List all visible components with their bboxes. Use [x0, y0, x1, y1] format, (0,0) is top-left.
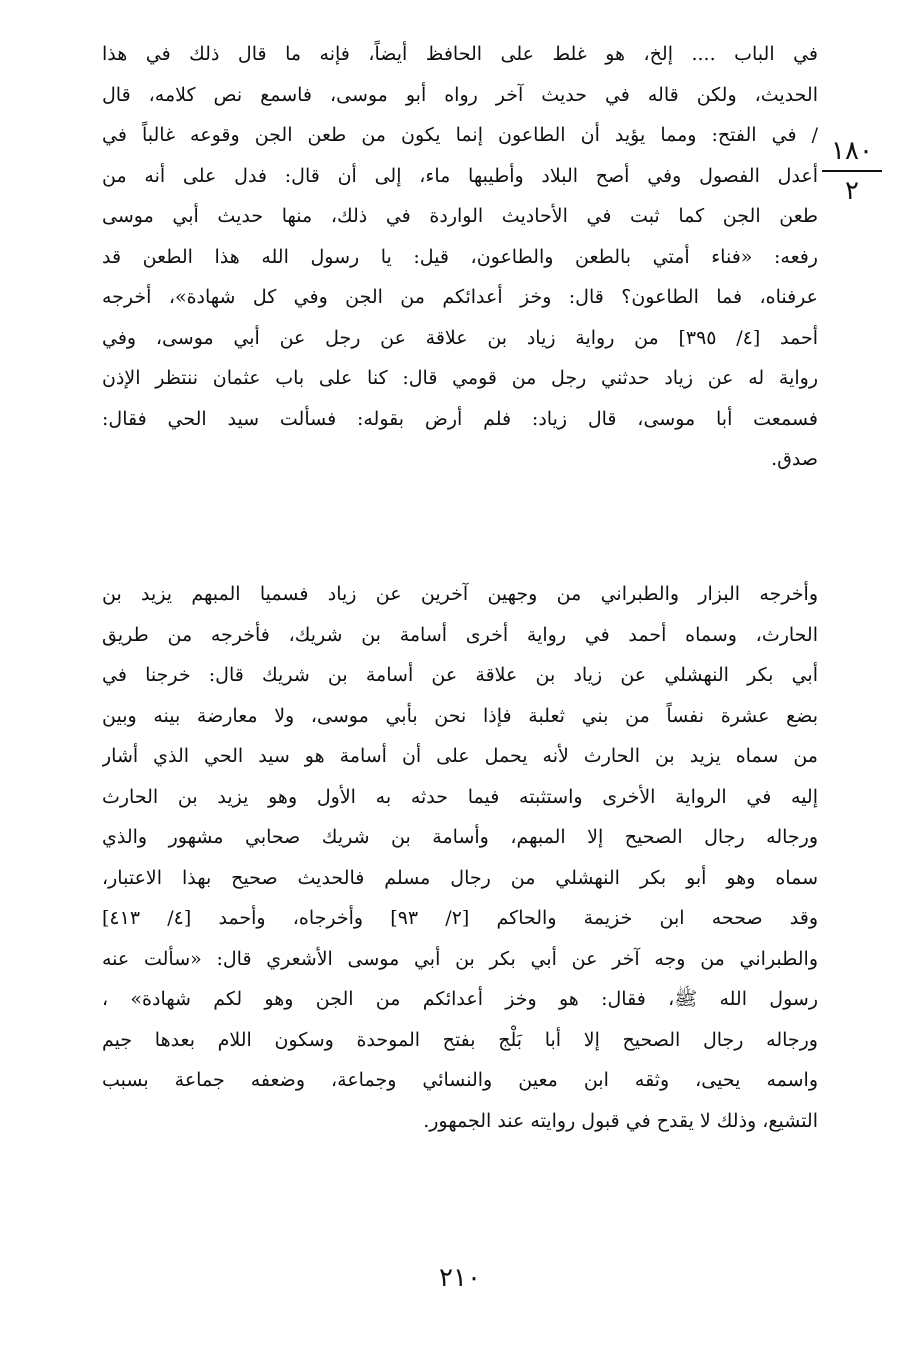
text-line: الحارث، وسماه أحمد في رواية أخرى أسامة بن شريك، فأخرجه من طريق [102, 623, 818, 646]
text-line: أبي بكر النهشلي عن زياد بن علاقة عن أسامة بن شريك قال: خرجنا في [102, 664, 818, 686]
text-line: أحمد [٤/ ٣٩٥] من رواية زياد بن علاقة عن رجل عن أبي موسى، وفي [102, 326, 818, 349]
text-line: وقد صححه ابن خزيمة والحاكم [٢/ ٩٣] وأخرجاه، وأحمد [٤/ ٤١٣] [102, 907, 818, 929]
text-line: رواية له عن زياد حدثني رجل من قومي قال: كنا على باب عثمان ننتظر الإذن [102, 367, 818, 389]
text-line: رفعه: «فناء أمتي بالطعن والطاعون، قيل: يا رسول الله هذا الطعن قد [102, 245, 818, 268]
text-line: بضع عشرة نفساً من بني ثعلبة فإذا نحن بأبي موسى، ولا معارضة بينه وبين [102, 704, 818, 727]
text-line: ورجاله رجال الصحيح إلا المبهم، وأسامة بن شريك صحابي مشهور والذي [102, 826, 818, 848]
text-line: / في الفتح: ومما يؤيد أن الطاعون إنما يكون من طعن الجن وقوعه غالباً في [102, 124, 818, 146]
margin-reference [822, 136, 882, 206]
paragraph-1 [102, 34, 818, 480]
page-number: ٢١٠ [439, 1263, 481, 1293]
text-line: التشيع، وذلك لا يقدح في قبول روايته عند الجمهور. [423, 1109, 818, 1132]
text-line: ورجاله رجال الصحيح إلا أبا بَلْج بفتح الموحدة وسكون اللام بعدها جيم [102, 1028, 818, 1051]
text-line: والطبراني من وجه آخر عن أبي بكر بن أبي موسى الأشعري قال: «سألت عنه [102, 947, 818, 970]
text-line: عرفناه، فما الطاعون؟ قال: وخز أعدائكم من الجن وفي كل شهادة»، أخرجه [102, 286, 818, 308]
text-line: رسول الله ﷺ، فقال: هو وخز أعدائكم من الجن وهو لكم شهادة» ، [102, 988, 818, 1010]
text-line: سماه وهو أبو بكر النهشلي من رجال مسلم فالحديث صحيح بهذا الاعتبار، [102, 866, 818, 889]
text-line: إليه في الرواية الأخرى واستثبته فيما حدثه به الأول وهو يزيد بن الحارث [102, 785, 818, 808]
paragraph-2 [102, 574, 818, 1141]
text-line: وأخرجه البزار والطبراني من وجهين آخرين عن زياد فسميا المبهم يزيد بن [102, 583, 818, 605]
text-line: فسمعت أبا موسى، قال زياد: فلم أرض بقوله: فسألت سيد الحي فقال: [102, 407, 818, 430]
text-line: طعن الجن كما ثبت في الأحاديث الواردة في ذلك، منها حديث أبي موسى [102, 205, 818, 227]
text-line: من سماه يزيد بن الحارث لأنه يحمل على أن أسامة هو سيد الحي الذي أشار [102, 745, 818, 767]
text-line: أعدل الفصول وفي أصح البلاد وأطيبها ماء، إلى أن قال: فدل على أنه من [102, 164, 818, 187]
margin-reference-volume: ٢ [845, 176, 859, 206]
text-line: في الباب .... إلخ، هو غلط على الحافظ أيضاً، فإنه ما قال ذلك في هذا [102, 43, 818, 65]
text-line: صدق. [771, 448, 818, 470]
margin-reference-page: ١٨٠ [822, 136, 882, 172]
text-line: واسمه يحيى، وثقه ابن معين والنسائي وجماعة، وضعفه جماعة بسبب [102, 1069, 818, 1091]
text-line: الحديث، ولكن قاله في حديث آخر رواه أبو موسى، فاسمع نص كلامه، قال [102, 83, 818, 106]
